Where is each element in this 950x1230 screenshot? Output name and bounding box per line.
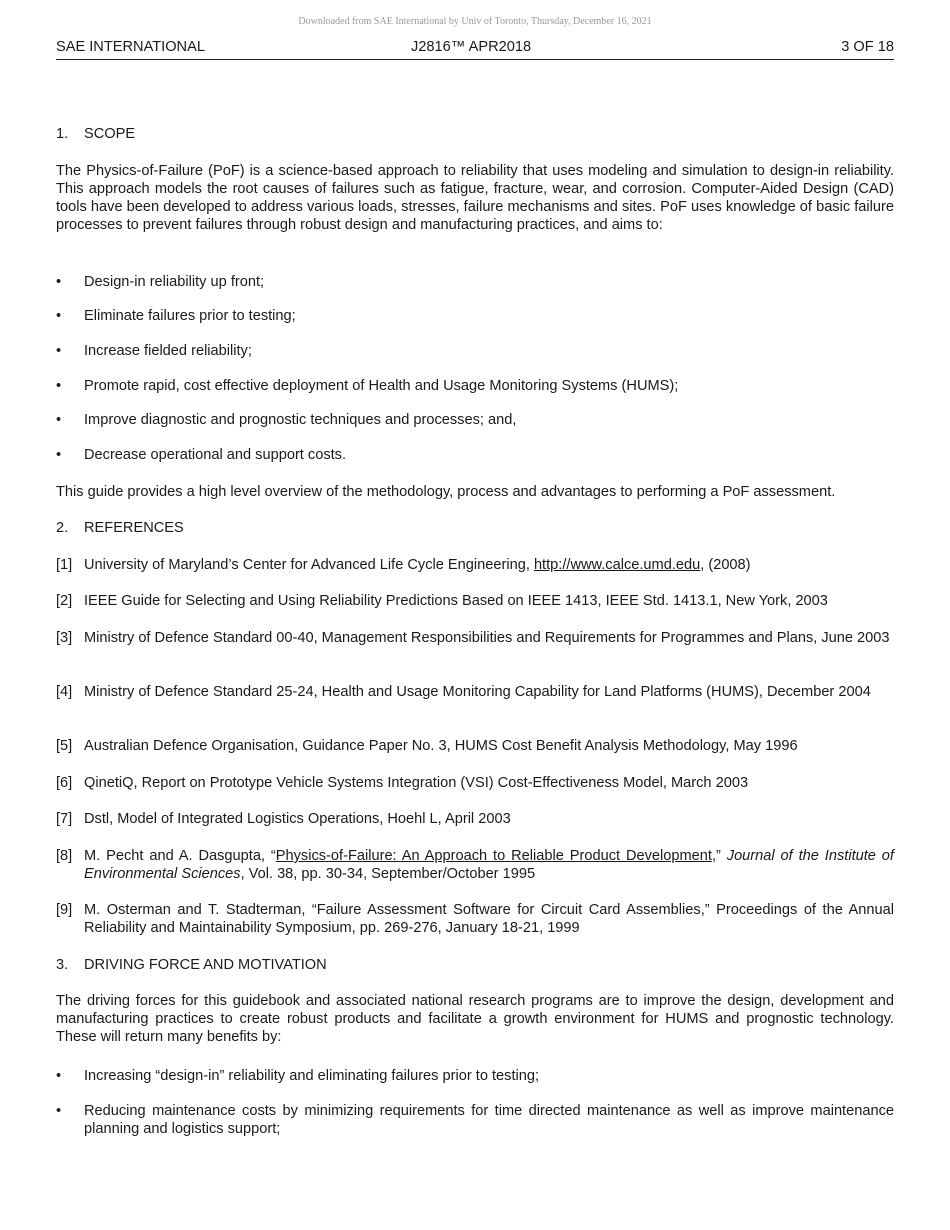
list-item-text: Reducing maintenance costs by minimizing requirements for time directed maintenance as well as improve maintenance planning and logistics support; [84, 1103, 894, 1137]
reference-item [56, 737, 894, 755]
reference-text: Ministry of Defence Standard 25-24, Health and Usage Monitoring Capability for Land Platforms (HUMS), December 2004 [84, 684, 871, 700]
reference-label: [8] [56, 848, 73, 864]
reference-label: [4] [56, 684, 73, 700]
reference-item [56, 810, 894, 828]
list-item-text: Eliminate failures prior to testing; [84, 308, 296, 324]
reference-text-part: M. Pecht and A. Dasgupta, “ [84, 848, 276, 864]
bullet-icon: • [56, 1103, 62, 1119]
reference-label: [1] [56, 557, 73, 573]
bullet-icon: • [56, 412, 62, 428]
reference-text-part: University of Maryland’s Center for Advanced Life Cycle Engineering, [84, 557, 534, 573]
list-item [56, 1067, 894, 1085]
header-doc-id: J2816™ APR2018 [411, 39, 532, 55]
list-item-text: Design-in reliability up front; [84, 274, 265, 290]
bullet-icon: • [56, 308, 62, 324]
reference-label: [7] [56, 811, 73, 827]
list-item-text: Promote rapid, cost effective deployment of Health and Usage Monitoring Systems (HUMS); [84, 378, 679, 394]
list-item [56, 307, 894, 325]
header-org: SAE INTERNATIONAL [56, 39, 205, 55]
reference-item [56, 556, 894, 574]
list-item [56, 446, 894, 464]
scope-intro-paragraph: The Physics-of-Failure (PoF) is a science-based approach to reliability that uses modeling and simulation to design-in reliability. This approach models the root causes of failures such as fatigue, fracture, wear, and corrosion. Computer-Aided Design (CAD) tools have been developed to address various loads, stresses, failure mechanisms and sites. PoF uses knowledge of basic failure processes to prevent failures through robust design and manufacturing practices, and aims to: [56, 163, 894, 233]
reference-text: Ministry of Defence Standard 00-40, Management Responsibilities and Requirements for Programmes and Plans, June 2003 [84, 630, 890, 646]
reference-label: [2] [56, 593, 73, 609]
reference-title-underlined: Physics-of-Failure: An Approach to Reliable Product Development [275, 848, 712, 864]
reference-text: IEEE Guide for Selecting and Using Reliability Predictions Based on IEEE 1413, IEEE Std. 1413.1, New York, 2003 [84, 593, 828, 609]
section-heading-driving-force [56, 956, 327, 974]
list-item-text: Improve diagnostic and prognostic techniques and processes; and, [84, 412, 517, 428]
reference-text [84, 556, 894, 574]
reference-label: [3] [56, 630, 73, 646]
list-item [56, 273, 894, 291]
reference-text-part: , (2008) [700, 557, 751, 573]
reference-text: Dstl, Model of Integrated Logistics Operations, Hoehl L, April 2003 [84, 811, 511, 827]
reference-link[interactable]: http://www.calce.umd.edu [533, 557, 701, 573]
reference-text: M. Osterman and T. Stadterman, “Failure Assessment Software for Circuit Card Assemblies,” Proceedings of the Annual Reliability and Maintainability Symposium, pp. 269-276, January 18-21, 1999 [84, 902, 894, 936]
reference-item [56, 683, 894, 701]
bullet-icon: • [56, 447, 62, 463]
list-item-text: Increasing “design-in” reliability and eliminating failures prior to testing; [84, 1068, 540, 1084]
section-heading-references [56, 519, 184, 537]
reference-item [56, 901, 894, 937]
download-notice: Downloaded from SAE International by Univ of Toronto, Thursday, December 16, 2021 [298, 16, 652, 27]
header-page-number: 3 OF 18 [841, 39, 894, 55]
bullet-icon: • [56, 343, 62, 359]
bullet-icon: • [56, 1068, 62, 1084]
list-item [56, 1102, 894, 1138]
list-item [56, 411, 894, 429]
list-item [56, 377, 894, 395]
reference-journal: Journal of the Institute of Environmental Sciences [84, 848, 894, 882]
reference-text-part: ,” [711, 848, 727, 864]
reference-item [56, 629, 894, 647]
reference-item [56, 847, 894, 883]
bullet-icon: • [56, 378, 62, 394]
list-item-text: Increase fielded reliability; [84, 343, 252, 359]
reference-text [84, 847, 894, 883]
section-number: 3. [56, 957, 69, 973]
reference-label: [9] [56, 902, 73, 918]
section-number: 1. [56, 126, 69, 142]
reference-text: Australian Defence Organisation, Guidance Paper No. 3, HUMS Cost Benefit Analysis Methodology, May 1996 [84, 738, 798, 754]
reference-text-part: , Vol. 38, pp. 30-34, September/October 1995 [240, 866, 536, 882]
reference-label: [6] [56, 775, 73, 791]
header-rule [56, 59, 894, 60]
section-heading-scope [56, 125, 135, 143]
reference-label: [5] [56, 738, 73, 754]
section-title: REFERENCES [84, 520, 184, 536]
reference-item [56, 774, 894, 792]
section-title: DRIVING FORCE AND MOTIVATION [84, 957, 327, 973]
list-item-text: Decrease operational and support costs. [84, 447, 347, 463]
driving-intro-paragraph: The driving forces for this guidebook and associated national research programs are to improve the design, development and manufacturing practices to create robust products and facilitate a growth environment for HUMS and prognostic technology. These will return many benefits by: [56, 993, 894, 1045]
list-item [56, 342, 894, 360]
reference-item [56, 592, 894, 610]
scope-closing-paragraph: This guide provides a high level overview of the methodology, process and advantages to performing a PoF assessment. [56, 484, 836, 500]
bullet-icon: • [56, 274, 62, 290]
section-title: SCOPE [84, 126, 136, 142]
reference-text: QinetiQ, Report on Prototype Vehicle Systems Integration (VSI) Cost-Effectiveness Model, March 2003 [84, 775, 749, 791]
section-number: 2. [56, 520, 69, 536]
